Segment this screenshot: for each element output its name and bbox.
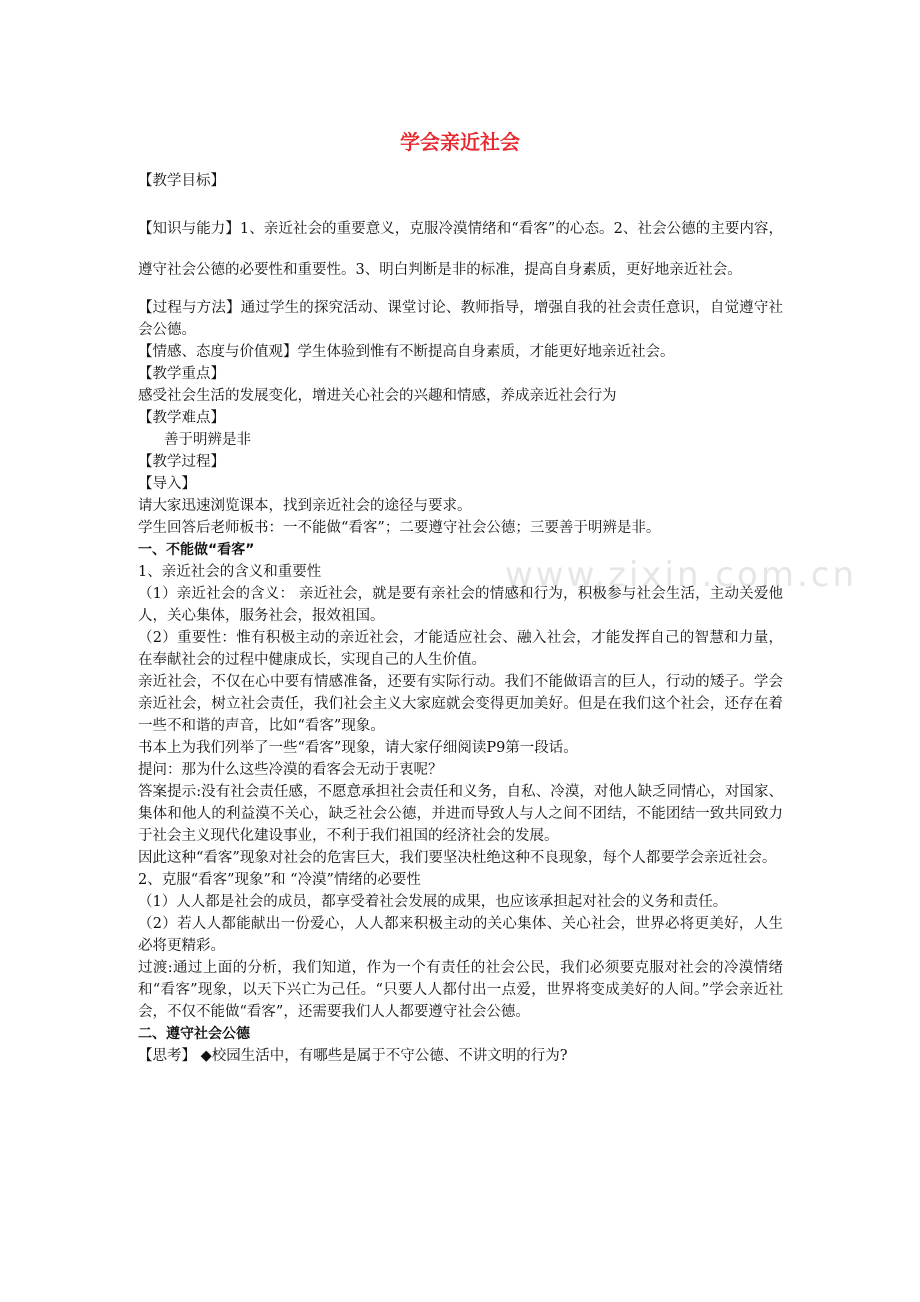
paragraph-process-method: 【过程与方法】通过学生的探究活动、课堂讨论、教师指导，增强自我的社会责任意识，自觉遵守社会公德。 [138,300,783,338]
paragraph-transition: 过渡:通过上面的分析，我们知道，作为一个有责任的社会公民，我们必须要克服对社会的冷漠情绪和“看客”现象，以天下兴亡为己任。“只要人人都付出一点爱，世界将变成美好的人间。”学会亲近社会，不仅不能做“看客”，还需要我们人人都要遵守社会公德。 [138,960,783,1020]
document-body [138,168,783,1067]
paragraph-reason-2: （2）若人人都能献出一份爱心，人人都来积极主动的关心集体、关心社会，世界必将更美好，人生必将更精彩。 [138,916,783,954]
paragraph-reason-1: （1）人人都是社会的成员，都享受着社会发展的成果，也应该承担起对社会的义务和责任。 [138,894,728,910]
paragraph-think: 【思考】 ◆校园生活中，有哪些是属于不守公德、不讲文明的行为? [138,1048,568,1064]
paragraph-intro-instruction: 请大家迅速浏览课本，找到亲近社会的途径与要求。 [138,498,472,514]
paragraph-textbook: 书本上为我们列举了一些“看客”现象，请大家仔细阅读P9第一段话。 [138,740,578,756]
paragraph-teaching-focus: 感受社会生活的发展变化，增进关心社会的兴趣和情感，养成亲近社会行为 [138,388,617,404]
paragraph-teaching-difficulty: 善于明辨是非 [164,432,251,448]
paragraph-answer-hint: 答案提示:没有社会责任感，不愿意承担社会责任和义务，自私、冷漠，对他人缺乏同情心，对国家、集体和他人的利益漠不关心，缺乏社会公德，并进而导致人与人之间不团结，不能团结一致共同致力于社会主义现代化建设事业，不利于我们祖国的经济社会的发展。 [138,784,783,844]
subheading-1-2: 2、克服“看客”现象”和 “冷漠”情绪的必要性 [138,872,421,888]
heading-teaching-process: 【教学过程】 [138,454,225,470]
heading-teaching-difficulty: 【教学难点】 [138,410,225,426]
subheading-1-1: 1、亲近社会的含义和重要性 [138,564,322,580]
section-heading-1: 一、不能做“看客” [138,542,255,558]
paragraph-knowledge-ability: 【知识与能力】1、亲近社会的重要意义，克服冷漠情绪和“看客”的心态。2、社会公德的主要内容，遵守社会公德的必要性和重要性。3、明白判断是非的标准，提高自身素质，更好地亲近社会。 [138,221,783,278]
heading-introduction: 【导入】 [138,476,196,492]
paragraph-importance: （2）重要性：惟有积极主动的亲近社会，才能适应社会、融入社会，才能发挥自己的智慧和力量，在奉献社会的过程中健康成长，实现自己的人生价值。 [138,630,783,668]
heading-teaching-goals: 【教学目标】 [138,173,225,189]
paragraph-emotion-values: 【情感、态度与价值观】学生体验到惟有不断提高自身素质，才能更好地亲近社会。 [138,344,675,360]
paragraph-action: 亲近社会，不仅在心中要有情感准备，还要有实际行动。我们不能做语言的巨人，行动的矮子。学会亲近社会，树立社会责任，我们社会主义大家庭就会变得更加美好。但是在我们这个社会，还存在着一些不和谐的声音，比如“看客”现象。 [138,674,783,734]
document-title: 学会亲近社会 [400,130,520,154]
paragraph-blackboard: 学生回答后老师板书：一不能做“看客”；二要遵守社会公德；三要善于明辨是非。 [138,520,661,536]
paragraph-meaning: （1）亲近社会的含义： 亲近社会，就是要有亲社会的情感和行为，积极参与社会生活，主动关爱他人，关心集体，服务社会，报效祖国。 [138,586,783,624]
paragraph-harm: 因此这种“看客”现象对社会的危害巨大，我们要坚决杜绝这种不良现象，每个人都要学会亲近社会。 [138,850,777,866]
watermark: www.zixin.com.cn [505,555,857,595]
heading-teaching-focus: 【教学重点】 [138,366,225,382]
section-heading-2: 二、遵守社会公德 [138,1026,250,1042]
paragraph-question: 提问：那为什么这些冷漠的看客会无动于衷呢？ [138,762,443,778]
